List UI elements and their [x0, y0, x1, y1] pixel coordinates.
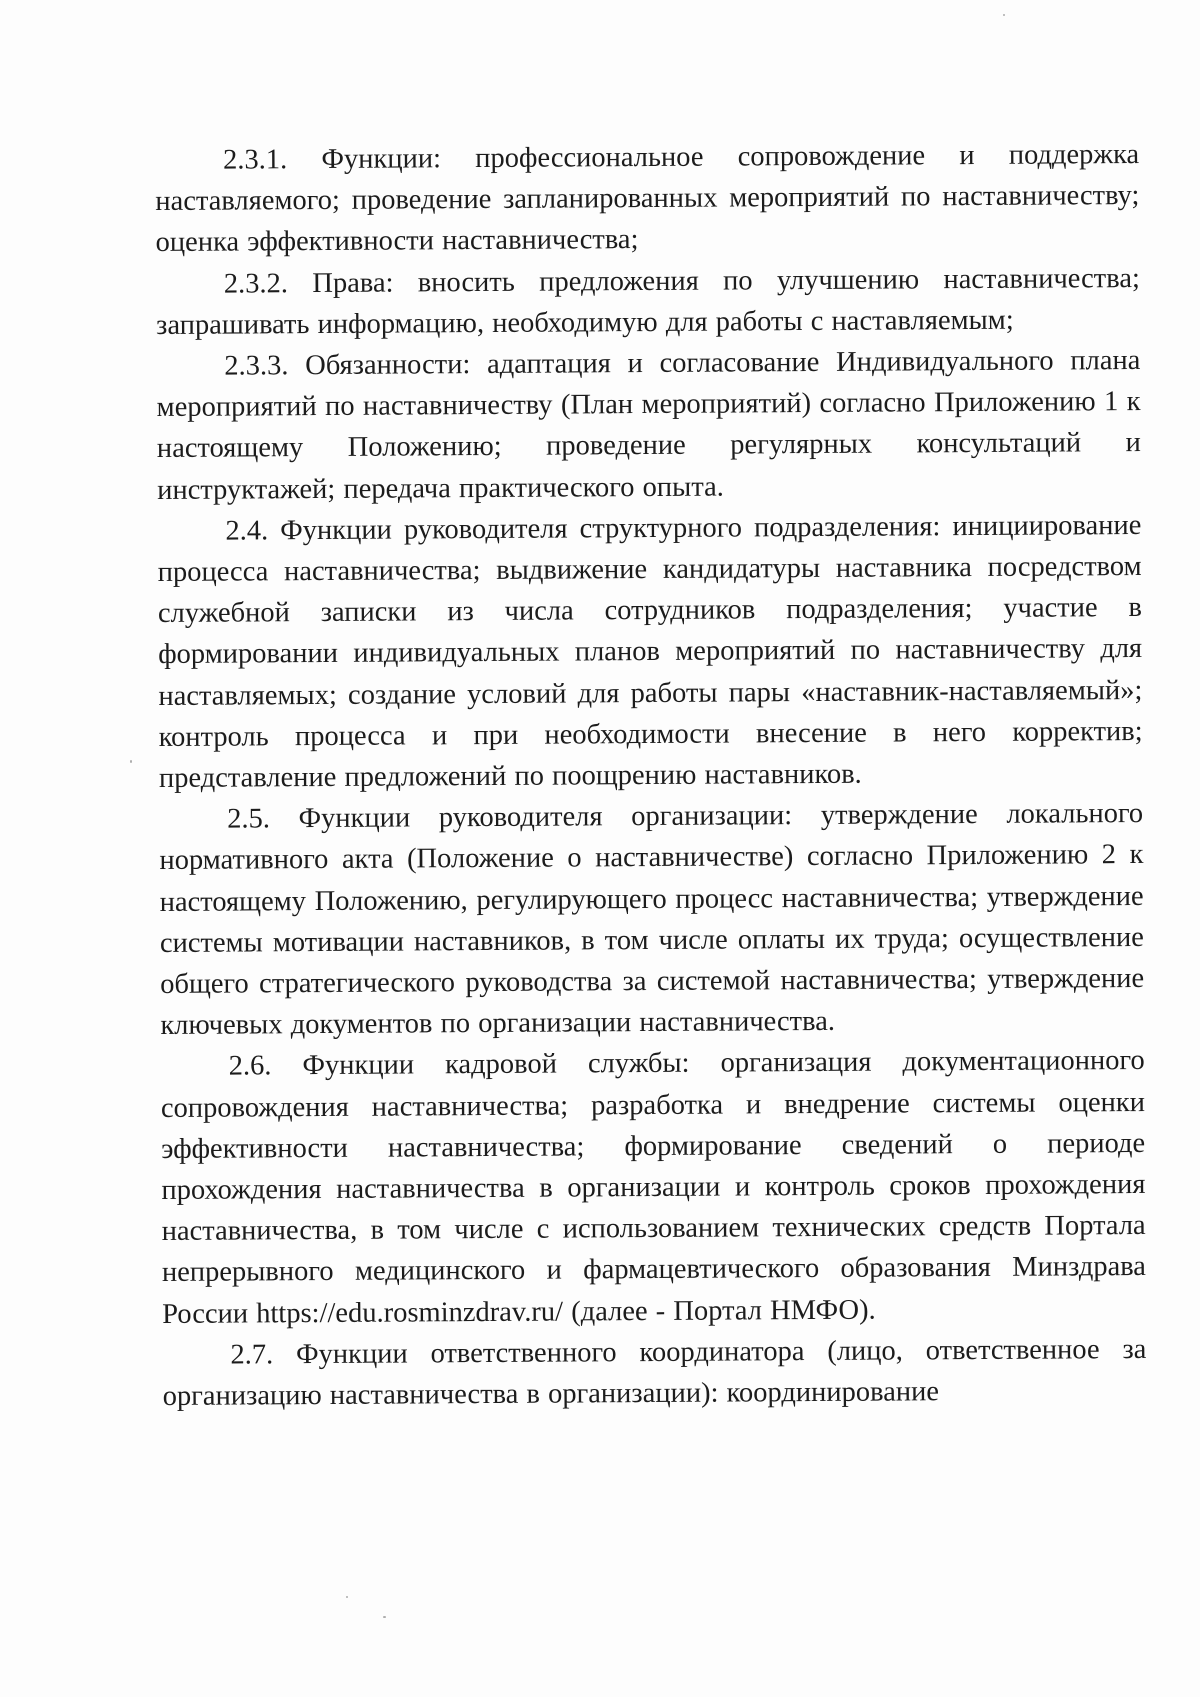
paragraph-2-5: 2.5. Функции руководителя организации: утверждение локального нормативного акта (Положение о наставничестве) согласно Приложению 2 к настоящему Положению, регулирующего процесс наставничества; утверждение системы мотивации наставников, в том числе оплаты их труда; осуществление общего стратегического руководства за системой наставничества; утверждение ключевых документов по организации наставничества. — [159, 798, 1145, 1042]
scan-speck — [1003, 14, 1005, 16]
scan-speck — [383, 1616, 386, 1618]
paragraph-2-7: 2.7. Функции ответственного координатора (лицо, ответственное за организацию наставничества в организации): координирование — [162, 1333, 1147, 1413]
paragraph-2-3-1: 2.3.1. Функции: профессиональное сопровождение и поддержка наставляемого; проведение запланированных мероприятий по наставничеству; оценка эффективности наставничества; — [155, 138, 1140, 259]
scan-speck — [130, 760, 132, 763]
paragraph-2-4: 2.4. Функции руководителя структурного подразделения: инициирование процесса наставничества; выдвижение кандидатуры наставника посредством служебной записки из числа сотрудников подразделения; участие в формировании индивидуальных планов мероприятий по наставничеству для наставляемых; создание условий для работы пары «наставник-наставляемый»; контроль процесса и при необходимости внесение в него корректив; представление предложений по поощрению наставников. — [157, 509, 1143, 795]
paragraph-2-6: 2.6. Функции кадровой службы: организация документационного сопровождения наставничества; разработка и внедрение системы оценки эффективности наставничества; формирование сведений о периоде прохождения наставничества в организации и контроль сроков прохождения наставничества, в том числе с использованием технических средств Портала непрерывного медицинского и фармацевтического образования Минздрава России https://edu.rosminzdrav.ru/ (далее - Портал НМФО). — [160, 1045, 1146, 1330]
paragraph-2-3-3: 2.3.3. Обязанности: адаптация и согласование Индивидуального плана мероприятий по наставничеству (План мероприятий) согласно Приложению 1 к настоящему Положению; проведение регулярных консультаций и инструктажей; передача практического опыта. — [156, 345, 1141, 506]
scan-speck — [346, 1596, 348, 1598]
document-body — [155, 134, 1147, 1417]
paragraph-2-3-2: 2.3.2. Права: вносить предложения по улучшению наставничества; запрашивать информацию, необходимую для работы с наставляемым; — [156, 262, 1140, 341]
